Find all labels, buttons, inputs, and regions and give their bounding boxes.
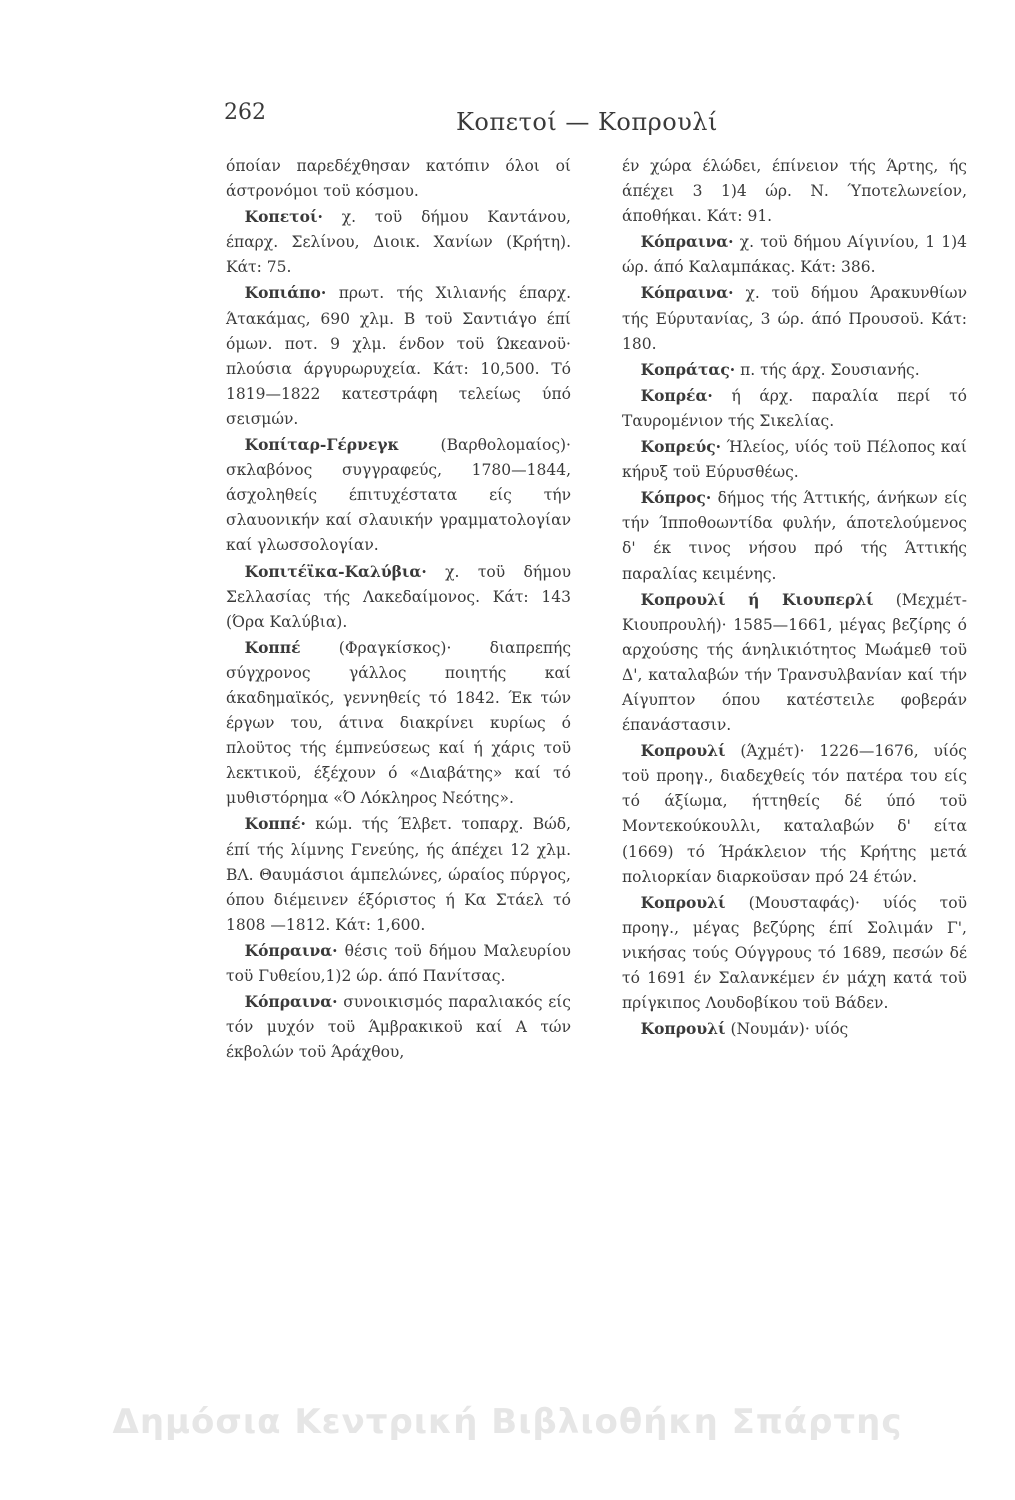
entry-headword: Κοπρεύς· [640,437,722,457]
entry-text: χ. τοϋ δήμου Άρακυνθίων τής Εύρυτανίας, 3 ώρ. άπό Προυσοϋ. Κάτ: 180. [622,284,967,353]
page-number: 262 [224,100,266,125]
right-column [622,154,967,1042]
dictionary-entry [226,204,571,280]
dictionary-entry [622,890,967,1016]
entry-text: πρωτ. τής Χιλιανής έπαρχ. Άτακάμας, 690 χλμ. Β τοϋ Σαντιάγο έπί όμων. ποτ. 9 χλμ. ένδον τοϋ Ώκεανοϋ· πλούσια άργυρωρυχεία. Κάτ: 10,500. Τό 1819—1822 κατεστράφη τελείως ύπό σεισμών. [226,284,572,428]
entry-text: (Μουσταφάς)· υίός τοϋ προηγ., μέγας βεζύρης έπί Σολιμάν Γ', νικήσας τούς Ούγγρους τό 1689, πεσών δέ τό 1691 έν Σαλανκέμεν έν μάχη κατά τοϋ πρίγκιπος Λουδοβίκου τοϋ Βάδεν. [622,893,967,1013]
entry-text: θέσις τοϋ δήμου Μαλευρίου τοϋ Γυθείου,1)2 ώρ. άπό Πανίτσας. [226,941,571,985]
dictionary-entry [622,357,967,383]
entry-text: (Μεχμέτ-Κιουπρουλή)· 1585—1661, μέγας βεζίρης ό αρχούσης τής άνηλικιότητος Μωάμεθ τοϋ Δ', καταλαβών τήν Τρανσυλβανίαν καί τήν Αίγυπτον όπου κατέστειλε φοβεράν έπανάστασιν. [622,590,967,735]
entry-text: κώμ. τής Έλβετ. τοπαρχ. Βώδ, έπί τής λίμνης Γενεύης, ής άπέχει 12 χλμ. ΒΛ. Θαυμάσιοι άμπελώνες, ώραίος πύργος, όπου διέμεινεν έξόριστος ή Κα Στάελ τό 1808 —1812. Κάτ: 1,600. [226,815,572,934]
entry-text: Ήλείος, υίός τοϋ Πέλοπος καί κήρυξ τοϋ Εύρυσθέως. [622,438,967,482]
entry-headword: Κοππέ [244,637,301,657]
entry-text: (Βαρθολομαίος)· σκλαβόνος συγγραφεύς, 1780—1844, άσχοληθείς έπιτυχέστατα είς τήν σλαυονικήν καί σλαυικήν γραμματολογίαν καί γλωσσολογίαν. [226,436,571,555]
dictionary-entry [226,154,571,204]
entry-headword: Κοπιτέϊκα-Καλύβια· [244,561,427,581]
dictionary-entry [226,938,571,989]
entry-headword: Κοππέ· [244,814,306,834]
dictionary-entry [226,989,571,1065]
entry-headword: Κόπρος· [640,488,712,508]
entry-text: χ. τοϋ δήμου Αίγινίου, 1 1)4 ώρ. άπό Καλαμπάκας. Κάτ: 386. [622,233,967,277]
entry-headword: Κοπράτας· [640,359,736,379]
entry-headword: Κοπετοί· [244,207,323,227]
dictionary-entry [622,434,967,485]
entry-text: χ. τοϋ δήμου Σελλασίας τής Λακεδαίμονος. Κάτ: 143 (Όρα Καλύβια). [226,562,571,631]
entry-headword: Κοπίταρ-Γέρνεγκ [244,435,400,455]
entry-headword: Κοπρουλί [640,892,726,912]
dictionary-entry [622,280,967,356]
entry-headword: Κοπιάπο· [244,283,327,303]
entry-headword: Κοπρουλί [640,741,726,761]
dictionary-entry [622,383,967,434]
entry-headword: Κόπραινα· [244,940,338,960]
entry-headword: Κόπραινα· [640,232,734,252]
dictionary-entry [622,154,967,229]
running-head: Κοπετοί — Κοπρουλί [456,108,718,136]
watermark: Δημόσια Κεντρική Βιβλιοθήκη Σπάρτης [112,1402,903,1442]
entry-headword: Κοπρουλί ή Κιουπερλί [640,589,874,609]
entry-headword: Κοπρέα· [640,385,713,405]
entry-text: ή άρχ. παραλία περί τό Ταυρομένιον τής Σικελίας. [622,386,967,430]
entry-headword: Κόπραινα· [640,283,734,303]
dictionary-entry [622,485,967,586]
entry-headword: Κοπρουλί [640,1019,726,1039]
entry-text: (Φραγκίσκος)· διαπρεπής σύγχρονος γάλλος ποιητής καί άκαδημαϊκός, γεννηθείς τό 1842. Έκ τών έργων του, άτινα διακρίνει κυρίως ό πλοϋτος τής έμπνεύσεως καί ή χάρις τοϋ λεκτικοϋ, έξέχουν ό «Διαβάτης» καί τό μυθιστόρημα «Ό Λόκληρος Νεότης». [226,638,571,808]
entry-headword: Κόπραινα· [244,992,338,1012]
entry-text: π. τής άρχ. Σουσιανής. [740,360,920,379]
entry-text: (Άχμέτ)· 1226—1676, υίός τοϋ προηγ., διαδεχθείς τόν πατέρα του είς τό άξίωμα, ήττηθείς δέ ύπό τοϋ Μοντεκούκουλλι, καταλαβών δ' είτα (1669) τό Ήράκλειον τής Κρήτης μετά πολιορκίαν διαρκοϋσαν πρό 24 έτών. [622,742,967,886]
entry-text: όποίαν παρεδέχθησαν κατόπιν όλοι οί άστρονόμοι τοϋ κόσμου. [226,157,571,201]
entry-text: έν χώρα έλώδει, έπίνειον τής Άρτης, ής άπέχει 3 1)4 ώρ. Ν. Ύποτελωνείον, άποθήκαι. Κάτ: 91. [622,157,967,226]
dictionary-entry [226,432,571,558]
entry-text: δήμος τής Άττικής, άνήκων είς τήν Ίπποθοωντίδα φυλήν, άποτελούμενος δ' έκ τινος νήσου πρό τής Άττικής παραλίας κειμένης. [622,489,967,583]
dictionary-entry [622,229,967,280]
left-column [226,154,571,1065]
dictionary-entry [226,559,571,635]
dictionary-entry [622,738,967,890]
entry-text: (Νουμάν)· υίός [730,1020,849,1039]
dictionary-entry [226,280,571,432]
entry-text: συνοικισμός παραλιακός είς τόν μυχόν τοϋ Άμβρακικοϋ καί Α τών έκβολών τοϋ Άράχθου, [226,993,571,1062]
dictionary-entry [226,811,571,937]
dictionary-entry [622,587,967,739]
dictionary-entry [226,635,571,812]
entry-text: χ. τοϋ δήμου Καντάνου, έπαρχ. Σελίνου, Διοικ. Χανίων (Κρήτη). Κάτ: 75. [226,208,571,277]
dictionary-entry [622,1016,967,1042]
